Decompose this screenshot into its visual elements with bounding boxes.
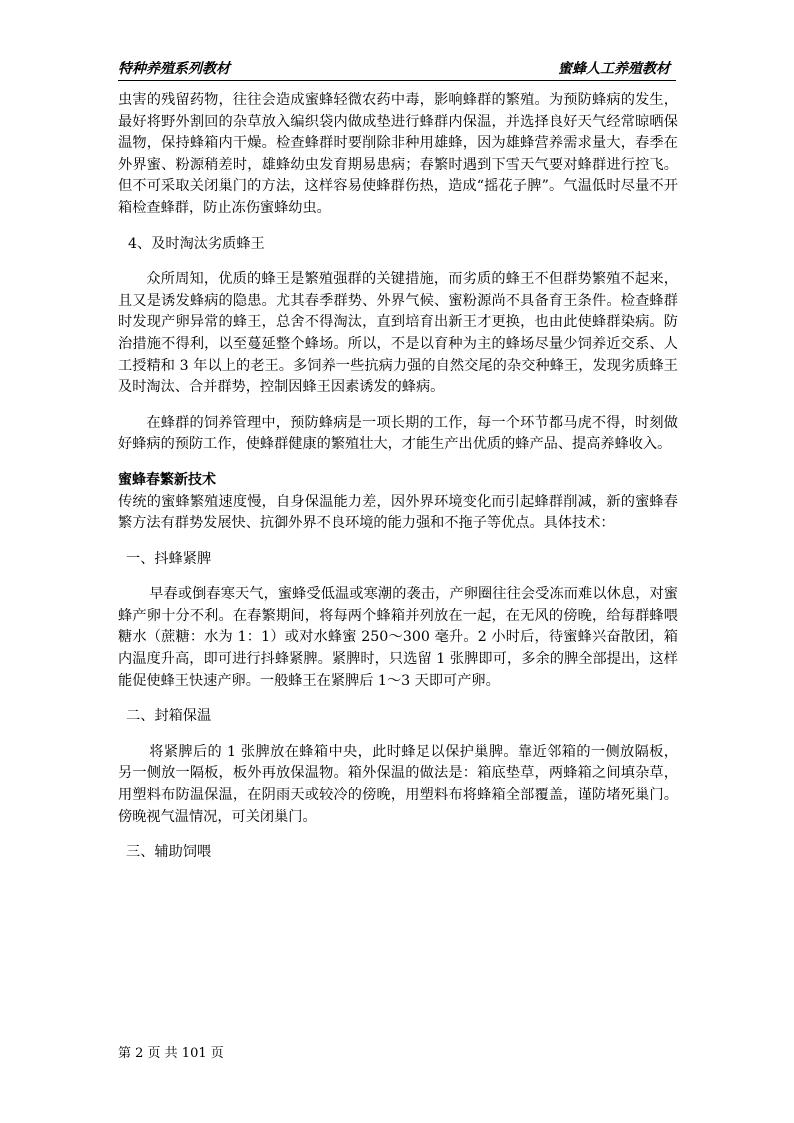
paragraph-spring-intro: 传统的蜜蜂繁殖速度慢，自身保温能力差，因外界环境变化而引起蜂群削减，新的蜜蜂春繁方法有群势发展快、抗御外界不良环境的能力强和不拖子等优点。具体技术： xyxy=(118,493,678,532)
section-title-spring-breeding: 蜜蜂春繁新技术 xyxy=(118,471,216,488)
heading-assist-feeding: 三、辅助饲喂 xyxy=(126,844,212,861)
document-body xyxy=(118,90,678,864)
page-footer: 第 2 页 共 101 页 xyxy=(118,1046,224,1061)
heading-shake-bees: 一、抖蜂紧脾 xyxy=(126,550,212,567)
paragraph-queen-quality: 众所周知，优质的蜂王是繁殖强群的关键措施，而劣质的蜂王不但群势繁殖不起来，且又是诱发蜂病的隐患。尤其春季群势、外界气候、蜜粉源尚不具备育王条件。检查蜂群时发现产卵异常的蜂王，总舍不得淘汰，直到培育出新王才更换，也由此使蜂群染病。防治措施不得利，以至蔓延整个蜂场。所以，不是以育种为主的蜂场尽量少饲养近交系、人工授精和 3 年以上的老王。多饲养一些抗病力强的自然交尾的杂交种蜂王，发现劣质蜂王及时淘汰、合并群势，控制因蜂王因素诱发的蜂病。 xyxy=(118,271,678,396)
page-header xyxy=(118,58,676,81)
heading-seal-box: 二、封箱保温 xyxy=(126,708,212,725)
heading-eliminate-queen: 4、及时淘汰劣质蜂王 xyxy=(128,235,265,252)
paragraph-shake-bees: 早春或倒春寒天气，蜜蜂受低温或寒潮的袭击，产卵圈往往会受冻而难以休息，对蜜蜂产卵十分不利。在春繁期间，将每两个蜂箱并列放在一起，在无风的傍晚，给每群蜂喂糖水（蔗糖：水为 1：1）或对水蜂蜜 250～300 毫升。2 小时后，待蜜蜂兴奋散团，箱内温度升高，即可进行抖蜂紧脾。紧脾时，只选留 1 张脾即可，多余的脾全部提出，这样能促使蜂王快速产卵。一般蜂王在紧脾后 1～3 天即可产卵。 xyxy=(118,586,678,689)
header-right-title: 蜜蜂人工养殖教材 xyxy=(558,61,670,77)
paragraph-prevention: 在蜂群的饲养管理中，预防蜂病是一项长期的工作，每一个环节都马虎不得，时刻做好蜂病的预防工作，使蜂群健康的繁殖壮大，才能生产出优质的蜂产品、提高养蜂收入。 xyxy=(118,414,678,453)
paragraph-seal-box: 将紧脾后的 1 张脾放在蜂箱中央，此时蜂足以保护巢脾。靠近邻箱的一侧放隔板，另一侧放一隔板，板外再放保温物。箱外保温的做法是：箱底垫草，两蜂箱之间填杂草，用塑料布防温保温，在阴雨天或较冷的傍晚，用塑料布将蜂箱全部覆盖，谨防堵死巢门。傍晚视气温情况，可关闭巢门。 xyxy=(118,743,678,825)
paragraph-pest-residue: 虫害的残留药物，往往会造成蜜蜂轻微农药中毒，影响蜂群的繁殖。为预防蜂病的发生，最好将野外割回的杂草放入编织袋内做成垫进行蜂群内保温，并选择良好天气经常晾晒保温物，保持蜂箱内干燥。检查蜂群时要削除非种用雄蜂，因为雄蜂营养需求量大，春季在外界蜜、粉源稍差时，雄蜂幼虫发育期易患病；春繁时遇到下雪天气要对蜂群进行控飞。但不可采取关闭巢门的方法，这样容易使蜂群伤热，造成“摇花子脾”。气温低时尽量不开箱检查蜂群，防止冻伤蜜蜂幼虫。 xyxy=(118,92,678,216)
header-left-title: 特种养殖系列教材 xyxy=(118,61,230,77)
